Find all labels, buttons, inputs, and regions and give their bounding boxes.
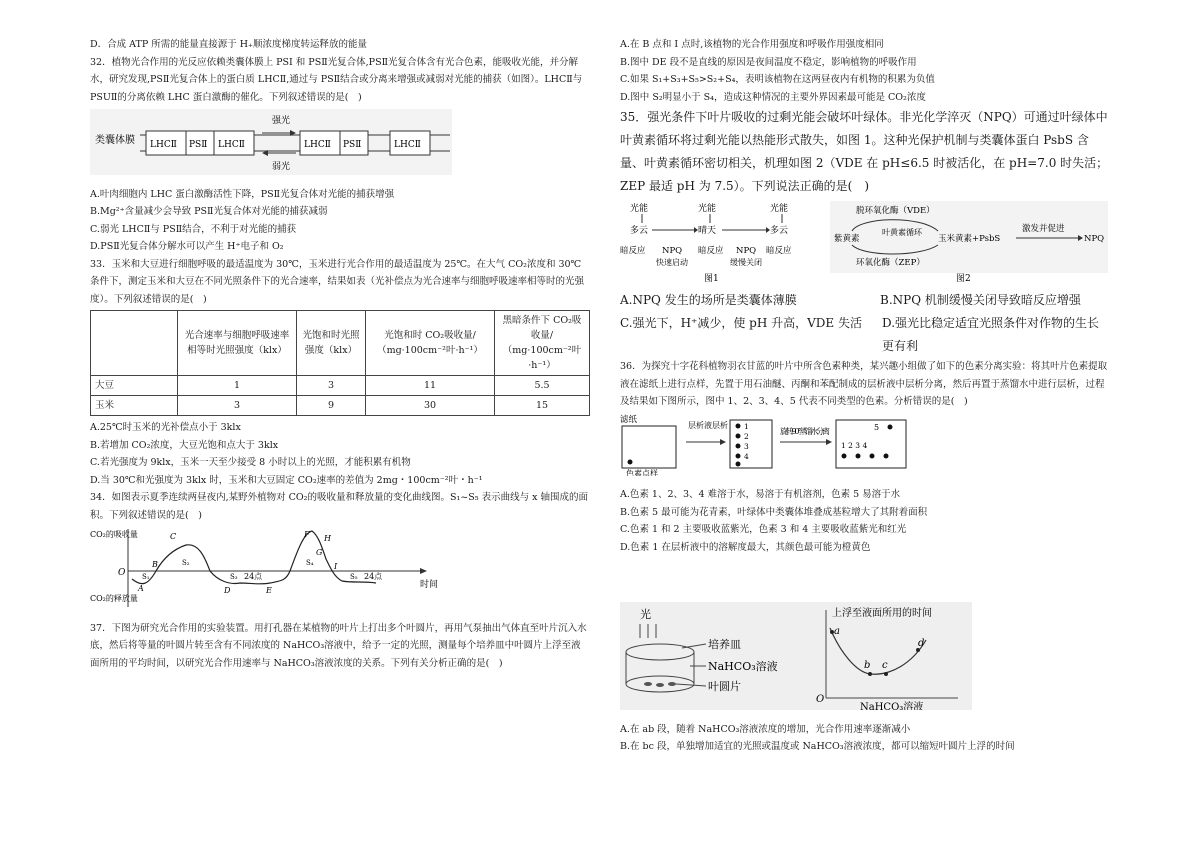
table-header: 光饱和时光照强度（klx） — [297, 311, 366, 376]
point-i: I — [334, 562, 338, 571]
spot-1: 1 — [744, 421, 749, 431]
q37-figure — [620, 602, 1110, 717]
fig1-sunny: 晴天 — [698, 226, 717, 236]
point-f: F — [304, 530, 310, 539]
fig2-violaxanthin: 紫黄素 — [834, 234, 860, 244]
q33-option-d: D.当 30℃和光强度为 3klx 时，玉米和大豆固定 CO₂速率的差值为 2mg・100cm⁻²叶・h⁻¹ — [90, 474, 483, 486]
q37-stem: 37．下图为研究光合作用的实验装置。用打孔器在某植物的叶片上打出多个叶圆片，再用气泵抽出气体直至叶片沉入水底，然后将等量的叶圆片转至含有不同浓度的 NaHCO₃溶液中，给予一定的光照，测量每个培养皿中叶圆片上浮至液面所用的平均时间，以研究光合作用速率与 NaHCO₃溶液浓度的关系。下列有关分析正确的是( ) — [90, 622, 587, 669]
spot-4: 4 — [744, 451, 749, 461]
q32-option-c: C.弱光 LHCⅡ与 PSⅡ结合，不利于对光能的捕获 — [90, 223, 297, 235]
fig2-zeaxanthin: 玉米黄素+PsbS — [938, 234, 1001, 244]
table-cell: 玉米 — [91, 396, 178, 416]
q36-stem: 36．为探究十字花科植物羽衣甘蓝的叶片中所含色素种类，某兴趣小组做了如下的色素分离实验：将其叶片色素提取液在滤纸上进行点样，先置于用石油醚、丙酮和苯配制成的层析液中层析分离，然后再置于蒸馏水中进行层析，过程及结果如下图所示，图中 1、2、3、4、5 代表不同类型的色素。分析错误的是( ) — [620, 361, 1108, 407]
lhc-block-1: LHCⅡ — [150, 140, 177, 150]
light-label: 光 — [640, 608, 651, 621]
q34-option-c: C.如果 S₁+S₃+S₅>S₂+S₄，表明该植物在这两昼夜内有机物的积累为负值 — [620, 74, 935, 85]
table-header: 光饱和时 CO₂吸收量/（mg·100cm⁻²叶·h⁻¹） — [366, 311, 495, 376]
graph-y-label: 上浮至液面所用的时间 — [832, 608, 932, 619]
lhc-block-2: LHCⅡ — [218, 140, 245, 150]
spot-row: 1 2 3 4 — [841, 440, 868, 450]
fig2-npq: NPQ — [1084, 234, 1105, 244]
spot-2: 2 — [744, 431, 749, 441]
table-row — [91, 376, 590, 396]
spot-5: 5 — [874, 422, 880, 432]
fig1-cloudy-2: 多云 — [770, 226, 789, 236]
table-cell: 15 — [495, 396, 590, 416]
x-axis-label: 时间 — [420, 580, 439, 590]
q32-option-a: A.叶肉细胞内 LHC 蛋白激酶活性下降，PSⅡ光复合体对光能的捕获增强 — [90, 188, 395, 200]
q34-option-b: B.图中 DE 段不是直线的原因是夜间温度不稳定，影响植物的呼吸作用 — [620, 56, 917, 68]
q37-option-a: A.在 ab 段，随着 NaHCO₃溶液浓度的增加，光合作用速率逐渐减小 — [620, 723, 911, 735]
point-d: D — [224, 586, 231, 595]
q33-option-b: B.若增加 CO₂浓度，大豆光饱和点大于 3klx — [90, 439, 279, 451]
point-b: b — [864, 660, 871, 671]
fig1-npq-1: NPQ — [662, 246, 683, 256]
table-header — [91, 311, 178, 376]
step2-label: 旋转90°蒸馏水分离 — [780, 426, 830, 436]
q32-option-b: B.Mg²⁺含量减少会导致 PSⅡ光复合体对光能的捕获减弱 — [90, 206, 328, 217]
dish-label: 培养皿 — [708, 638, 741, 651]
fig1-cloudy-1: 多云 — [630, 226, 649, 236]
table-cell: 9 — [297, 396, 366, 416]
q34-figure — [90, 527, 590, 616]
q34-option-d: D.图中 S₂明显小于 S₄，造成这种情况的主要外界因素最可能是 CO₂浓度 — [620, 91, 926, 103]
lhc-psii-diagram — [90, 109, 452, 175]
midnight-label-2: 24点 — [364, 572, 383, 581]
origin-label: O — [118, 568, 126, 578]
q35-stem: 35．强光条件下叶片吸收的过剩光能会破坏叶绿体。非光化学淬灭（NPQ）可通过叶绿体中叶黄素循环将过剩光能以热能形式散失，如图 1。这种光保护机制与类囊体蛋白 PsbS 含量、叶黄素循环密切相关，机理如图 2（VDE 在 pH≤6.5 时被活化，在 pH=7.0 时失活；ZEP 最适 pH 为 7.5）。下列说法正确的是( ) — [620, 110, 1109, 193]
table-cell: 3 — [297, 376, 366, 396]
q35-option-b: B.NPQ 机制缓慢关闭导致暗反应增强 — [880, 293, 1081, 307]
midnight-label-1: 24点 — [244, 572, 263, 581]
npq-diagrams — [620, 201, 1110, 285]
q36-option-c: C.色素 1 和 2 主要吸收蓝紫光，色素 3 和 4 主要吸收蓝紫光和红光 — [620, 524, 907, 535]
graph-x-label: NaHCO₃溶液 — [860, 702, 924, 710]
area-s2: S₂ — [182, 559, 190, 567]
ps-block-2: PSⅡ — [343, 140, 362, 150]
q33-stem: 33．玉米和大豆进行细胞呼吸的最适温度为 30℃，玉米进行光合作用的最适温度为 25℃。在大气 CO₂浓度和 30℃条件下，测定玉米和大豆在不同光照条件下的光合速率，结果如表（光补偿点为光合速率与细胞呼吸速率相等时的光强度）。下列叙述错误的是( ) — [90, 258, 585, 305]
point-h: H — [324, 534, 331, 543]
point-b: B — [152, 560, 158, 569]
q33-option-a: A.25℃时玉米的光补偿点小于 3klx — [90, 422, 241, 433]
table-cell: 大豆 — [91, 376, 178, 396]
chromatography-diagram — [620, 414, 920, 476]
disc-label: 叶圆片 — [708, 680, 741, 693]
graph-origin: O — [816, 694, 825, 705]
q34-option-a: A.在 B 点和 I 点时,该植物的光合作用强度和呼吸作用强度相同 — [620, 39, 884, 50]
q34-stem: 34．如图表示夏季连续两昼夜内,某野外植物对 CO₂的吸收量和释放量的变化曲线图。S₁~S₅ 表示曲线与 x 轴围成的面积。下列叙述错误的是( ) — [90, 492, 589, 521]
q35-option-c: C.强光下，H⁺减少，使 pH 升高，VDE 失活 — [620, 316, 863, 330]
q36-option-b: B.色素 5 最可能为花青素，叶绿体中类囊体堆叠成基粒增大了其附着面积 — [620, 506, 928, 518]
right-column — [620, 36, 1110, 756]
table-cell: 11 — [366, 376, 495, 396]
q32-stem: 32．植物光合作用的光反应依赖类囊体膜上 PSI 和 PSⅡ光复合体,PSⅡ光复合体含有光合色素，能吸收光能，并分解水，研究发现,PSⅡ光复合体上的蛋白质 LHCⅡ,通过与 PSⅡ结合或分离来增强或减弱对光能的捕获（如图）。LHCⅡ与 PSUⅡ的分离依赖 LHC 蛋白激酶的催化。下列叙述错误的是( ) — [90, 56, 583, 103]
point-d: d — [918, 638, 925, 649]
point-g: G — [316, 548, 323, 557]
spot-3: 3 — [744, 441, 749, 451]
fig1-dark-2: 暗反应 — [698, 246, 724, 256]
point-a: A — [138, 584, 144, 593]
table-row — [91, 396, 590, 416]
membrane-label: 类囊体膜 — [95, 135, 135, 146]
y-top-label: CO₂的吸收量 — [90, 530, 138, 539]
q33-table — [90, 310, 590, 416]
step1-label: 层析液层析 — [688, 420, 728, 430]
q36-option-a: A.色素 1、2、3、4 难溶于水，易溶于有机溶剂，色素 5 易溶于水 — [620, 489, 901, 500]
table-cell: 3 — [178, 396, 297, 416]
q33-option-c: C.若光强度为 9klx，玉米一天至少接受 8 小时以上的光照，才能积累有机物 — [90, 457, 411, 468]
fig1-dark-3: 暗反应 — [766, 246, 792, 256]
q36-option-d: D.色素 1 在层析液中的溶解度最大，其颜色最可能为橙黄色 — [620, 541, 871, 553]
fig1-light-1: 光能 — [630, 204, 649, 214]
point-a: a — [834, 626, 840, 637]
co2-curve-graph — [90, 527, 450, 609]
fig2-cycle: 叶黄素循环 — [882, 228, 922, 237]
q35-figures — [620, 201, 1110, 285]
q35-option-d: D.强光比稳定适宜光照条件对作物的生长更有利 — [882, 316, 1100, 353]
table-cell: 1 — [178, 376, 297, 396]
left-column — [90, 36, 590, 672]
weak-light-label: 弱光 — [272, 162, 291, 172]
leaf-disc-experiment — [620, 602, 972, 710]
area-s1: S₁ — [142, 573, 150, 581]
y-bottom-label: CO₂的释放量 — [90, 594, 138, 603]
area-s4: S₄ — [306, 559, 314, 567]
fig1-slow-close: 缓慢关闭 — [730, 258, 762, 267]
lhc-block-3: LHCⅡ — [304, 140, 331, 150]
fig1-dark-1: 暗反应 — [620, 246, 646, 256]
lhc-block-4: LHCⅡ — [394, 140, 421, 150]
area-s5: S₅ — [350, 573, 358, 581]
point-c: C — [170, 532, 177, 541]
table-header-row — [91, 311, 590, 376]
table-cell: 30 — [366, 396, 495, 416]
fig1-light-2: 光能 — [698, 204, 717, 214]
area-s3: S₃ — [230, 573, 238, 581]
fig2-zep: 环氧化酶（ZEP） — [856, 258, 925, 268]
q32-option-d: D.PSⅡ光复合体分解水可以产生 H⁺电子和 O₂ — [90, 241, 284, 252]
fig1-caption: 图1 — [704, 274, 719, 284]
fig1-light-3: 光能 — [770, 204, 789, 214]
q31-option-d: D．合成 ATP 所需的能量直接源于 H₊顺浓度梯度转运释放的能量 — [90, 39, 368, 50]
fig2-vde: 脱环氧化酶（VDE） — [856, 206, 935, 216]
table-cell: 5.5 — [495, 376, 590, 396]
point-c: c — [882, 660, 888, 671]
q35-options-row-1 — [620, 289, 1110, 312]
ps-block-1: PSⅡ — [189, 140, 208, 150]
fig1-npq-2: NPQ — [736, 246, 757, 256]
spot-label: 色素点样 — [626, 468, 658, 476]
q35-option-a: A.NPQ 发生的场所是类囊体薄膜 — [620, 293, 797, 307]
q37-option-b: B.在 bc 段，单独增加适宜的光照或温度或 NaHCO₃溶液浓度，都可以缩短叶圆片上浮的时间 — [620, 741, 1015, 752]
filter-paper-label: 滤纸 — [620, 414, 638, 425]
q32-figure — [90, 109, 590, 182]
table-header: 光合速率与细胞呼吸速率相等时光照强度（klx） — [178, 311, 297, 376]
fig1-fast-start: 快速启动 — [656, 258, 688, 267]
strong-light-label: 强光 — [272, 116, 291, 126]
fig2-caption: 图2 — [956, 274, 971, 284]
fig2-activate: 激发并促进 — [1022, 224, 1065, 234]
table-header: 黑暗条件下 CO₂吸收量/（mg·100cm⁻²叶·h⁻¹） — [495, 311, 590, 376]
point-e: E — [266, 586, 272, 595]
solution-label: NaHCO₃溶液 — [708, 660, 778, 673]
q36-figure — [620, 414, 1110, 483]
